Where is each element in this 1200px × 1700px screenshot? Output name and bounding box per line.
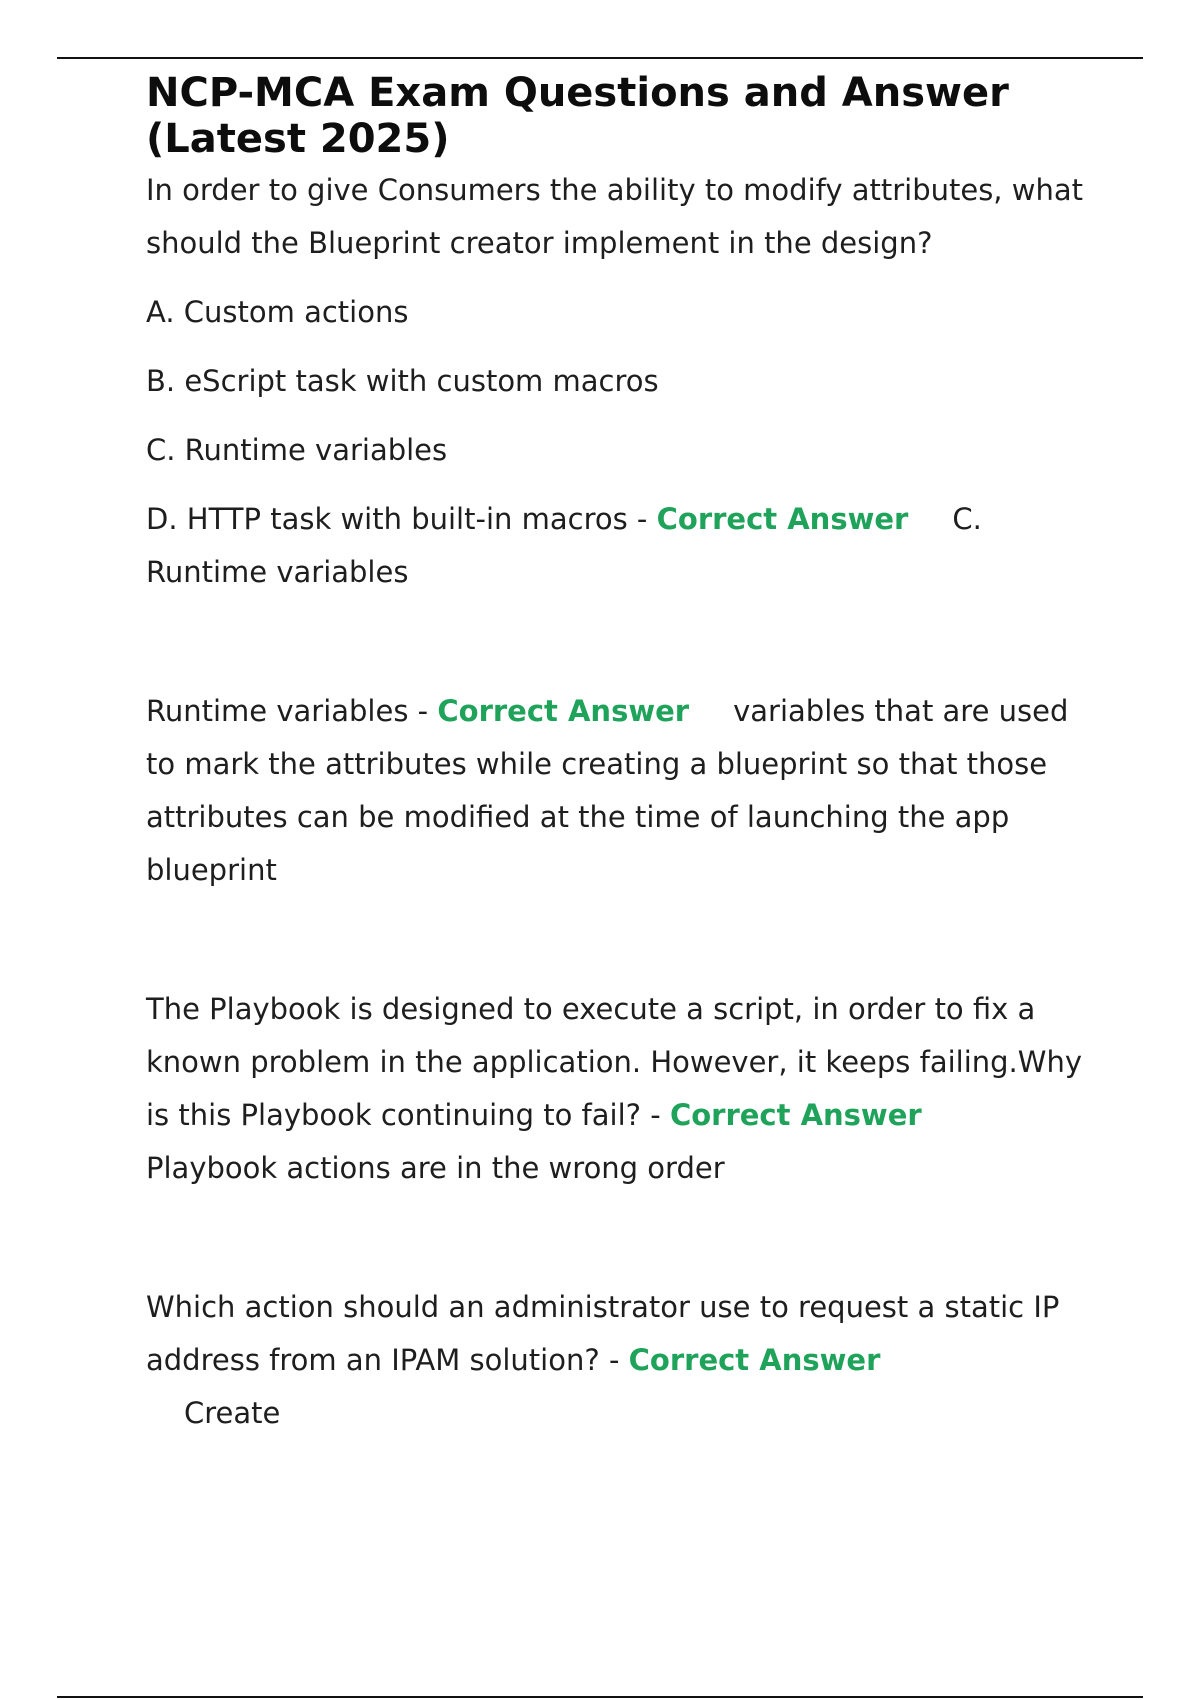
question-3: The Playbook is designed to execute a script, in order to fix a known problem in the application. However, it keeps failing.Why is this Playbook continuing to fail? [146,992,1082,1132]
bottom-rule [57,1696,1143,1698]
option-d-with-answer: D. HTTP task with built-in macros - Correct Answer C. Runtime variables [146,502,982,589]
option-c: C. Runtime variables [146,433,448,467]
option-a: A. Custom actions [146,295,409,329]
top-rule [57,57,1143,59]
answer-4: Create [184,1396,281,1430]
question-4: Which action should an administrator use to request a static IP address from an IPAM solution? [146,1290,1060,1377]
question-1: In order to give Consumers the ability to modify attributes, what should the Blueprint creator implement in the design? [146,173,1083,260]
correct-answer-label: Correct Answer [437,694,690,728]
document-page [146,70,1086,1440]
correct-answer-label: Correct Answer [656,502,909,536]
correct-answer-label: Correct Answer [669,1098,922,1132]
qa-3: The Playbook is designed to execute a script, in order to fix a known problem in the application. However, it keeps failing.Why is this Playbook continuing to fail? - Correct AnswerPlaybook actions are in the wrong order [146,992,1082,1185]
qa-4: Which action should an administrator use to request a static IP address from an IPAM solution? - Correct Answer Create [146,1290,1060,1430]
document-title: NCP-MCA Exam Questions and Answer (Latest 2025) [146,70,1009,162]
answer-1: C. Runtime variables [146,502,982,589]
qa-2: Runtime variables - Correct Answer variables that are used to mark the attributes while creating a blueprint so that those attributes can be modified at the time of launching the app blueprint [146,694,1069,887]
option-d: D. HTTP task with built-in macros [146,502,628,536]
option-b: B. eScript task with custom macros [146,364,659,398]
correct-answer-label: Correct Answer [628,1343,881,1377]
question-2: Runtime variables [146,694,409,728]
answer-3: Playbook actions are in the wrong order [146,1151,725,1185]
answer-2: variables that are used to mark the attributes while creating a blueprint so that those attributes can be modified at the time of launching the app blueprint [146,694,1069,887]
